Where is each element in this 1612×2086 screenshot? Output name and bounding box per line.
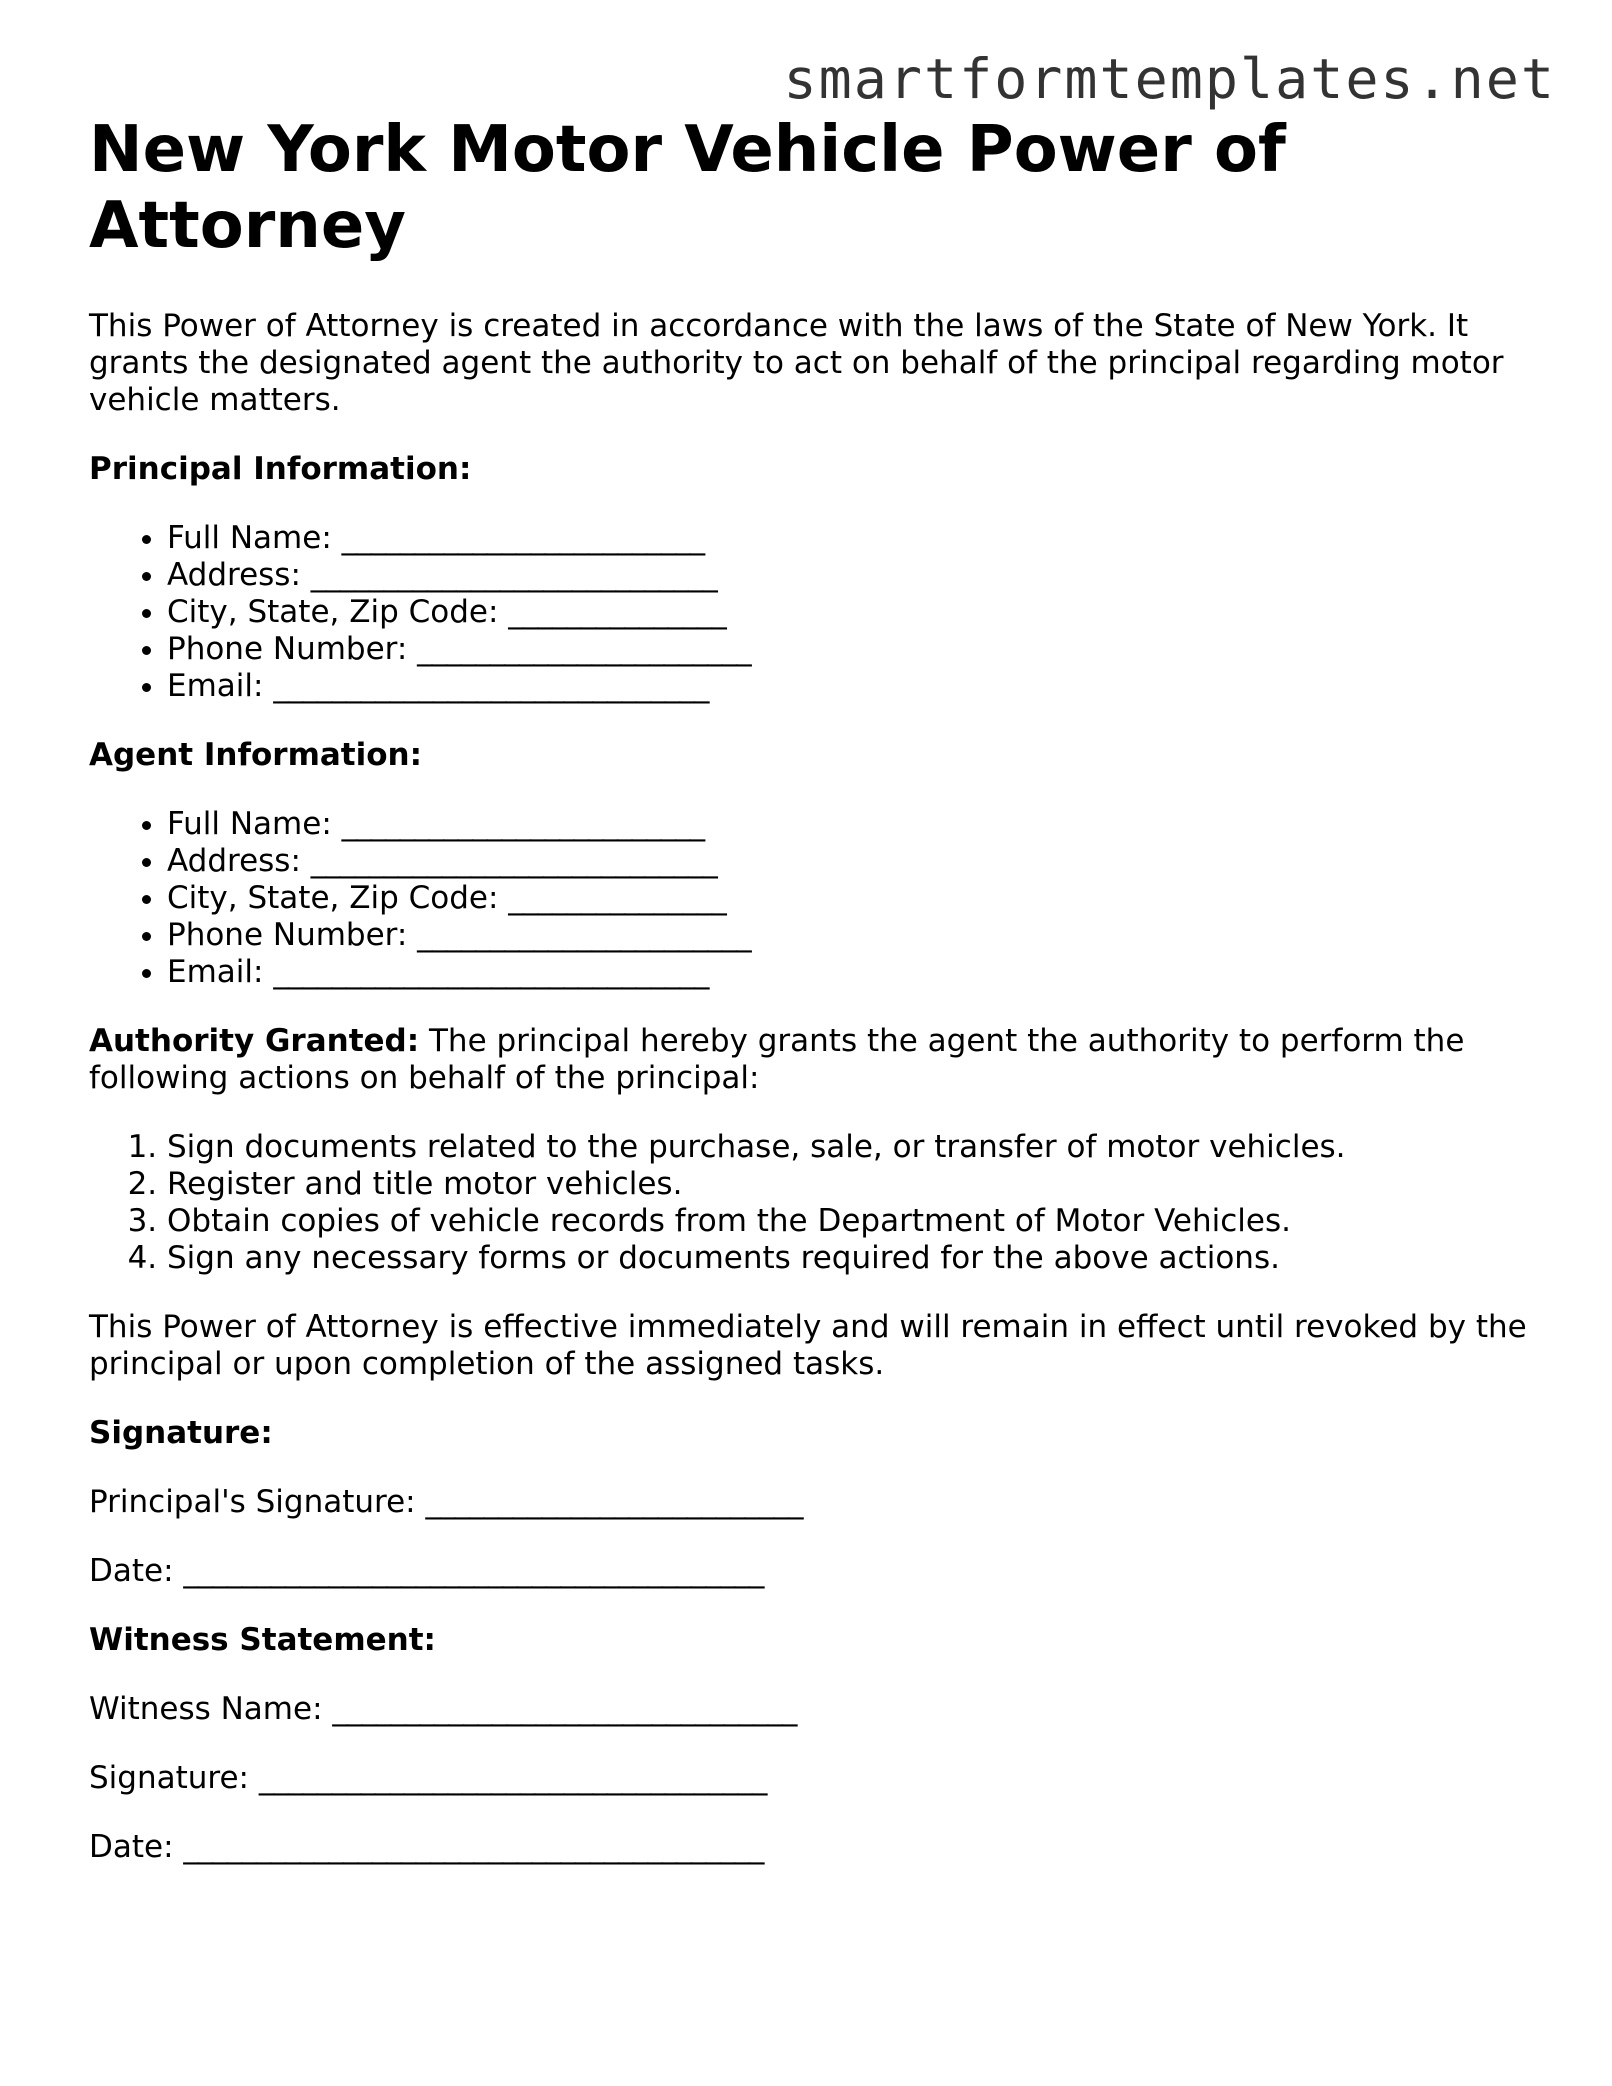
witness-signature-blank[interactable]: ___________________________________ xyxy=(258,1760,767,1796)
email-blank[interactable]: ______________________________ xyxy=(273,954,709,990)
witness-date-blank[interactable]: ________________________________________ xyxy=(183,1829,764,1865)
agent-full-name-field xyxy=(167,806,1529,843)
field-label: Principal's Signature: xyxy=(89,1484,416,1520)
full-name-blank[interactable]: _________________________ xyxy=(341,806,705,842)
field-label: Address: xyxy=(167,843,301,879)
authority-paragraph xyxy=(89,1023,1529,1097)
watermark: smartformtemplates.net xyxy=(783,47,1556,111)
signature-date-blank[interactable]: ________________________________________ xyxy=(183,1553,764,1589)
signature-heading: Signature: xyxy=(89,1415,273,1451)
city-state-zip-blank[interactable]: _______________ xyxy=(508,880,726,916)
agent-heading: Agent Information: xyxy=(89,737,422,773)
field-label: City, State, Zip Code: xyxy=(167,594,499,630)
field-label: Witness Name: xyxy=(89,1691,323,1727)
field-label: Email: xyxy=(167,668,264,704)
signature-date-line xyxy=(89,1553,1529,1590)
principal-signature-blank[interactable]: __________________________ xyxy=(425,1484,803,1520)
witness-date-line xyxy=(89,1829,1529,1866)
agent-address-field xyxy=(167,843,1529,880)
principal-full-name-field xyxy=(167,520,1529,557)
effective-paragraph: This Power of Attorney is effective immediately and will remain in effect until revoked by the principal or upon completion of the assigned tasks. xyxy=(89,1309,1527,1382)
witness-name-line xyxy=(89,1691,1529,1728)
authority-heading: Authority Granted: xyxy=(89,1023,420,1059)
principal-email-field xyxy=(167,668,1529,705)
phone-blank[interactable]: _______________________ xyxy=(417,631,751,667)
agent-email-field xyxy=(167,954,1529,991)
field-label: Phone Number: xyxy=(167,631,408,667)
authority-action-item: 1. Sign documents related to the purchase, sale, or transfer of motor vehicles. xyxy=(167,1129,1529,1166)
address-blank[interactable]: ____________________________ xyxy=(310,557,717,593)
field-label: Phone Number: xyxy=(167,917,408,953)
principal-signature-line xyxy=(89,1484,1529,1521)
address-blank[interactable]: ____________________________ xyxy=(310,843,717,879)
witness-signature-line xyxy=(89,1760,1529,1797)
principal-city-state-zip-field xyxy=(167,594,1529,631)
field-label: Full Name: xyxy=(167,520,332,556)
field-label: Address: xyxy=(167,557,301,593)
document-title: New York Motor Vehicle Power of Attorney xyxy=(89,113,1286,263)
email-blank[interactable]: ______________________________ xyxy=(273,668,709,704)
witness-heading: Witness Statement: xyxy=(89,1622,436,1658)
authority-text: The principal hereby grants the agent the authority to perform the following actions on behalf of the principal: xyxy=(89,1023,1465,1096)
intro-paragraph: This Power of Attorney is created in accordance with the laws of the State of New York. It grants the designated agent the authority to act on behalf of the principal regarding motor vehicle matters. xyxy=(89,308,1504,418)
field-label: Full Name: xyxy=(167,806,332,842)
principal-field-list xyxy=(89,520,1529,705)
principal-heading: Principal Information: xyxy=(89,451,472,487)
field-label: Date: xyxy=(89,1553,174,1589)
field-label: Date: xyxy=(89,1829,174,1865)
authority-action-item: 3. Obtain copies of vehicle records from the Department of Motor Vehicles. xyxy=(167,1203,1529,1240)
field-label: Signature: xyxy=(89,1760,249,1796)
principal-address-field xyxy=(167,557,1529,594)
authority-action-item: 2. Register and title motor vehicles. xyxy=(167,1166,1529,1203)
agent-phone-field xyxy=(167,917,1529,954)
city-state-zip-blank[interactable]: _______________ xyxy=(508,594,726,630)
agent-city-state-zip-field xyxy=(167,880,1529,917)
principal-phone-field xyxy=(167,631,1529,668)
witness-name-blank[interactable]: ________________________________ xyxy=(332,1691,797,1727)
full-name-blank[interactable]: _________________________ xyxy=(341,520,705,556)
phone-blank[interactable]: _______________________ xyxy=(417,917,751,953)
document-page xyxy=(89,112,1529,1866)
authority-action-list xyxy=(89,1129,1529,1277)
field-label: City, State, Zip Code: xyxy=(167,880,499,916)
authority-action-item: 4. Sign any necessary forms or documents required for the above actions. xyxy=(167,1240,1529,1277)
agent-field-list xyxy=(89,806,1529,991)
field-label: Email: xyxy=(167,954,264,990)
